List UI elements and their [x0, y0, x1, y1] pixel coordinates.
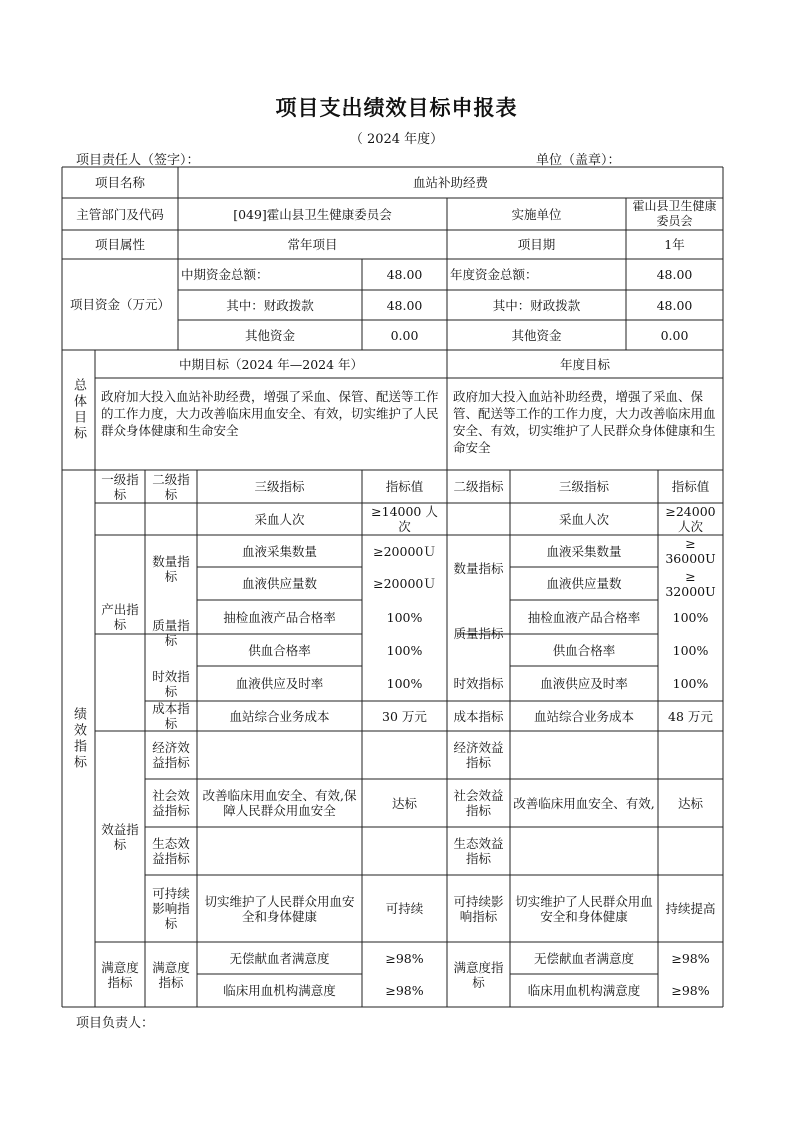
indicator-name-mid: 抽检血液产品合格率 — [223, 609, 336, 625]
h-level3-mid: 三级指标 — [254, 479, 305, 494]
annual-other-label: 其他资金 — [511, 327, 562, 343]
indicator-name-mid: 临床用血机构满意度 — [223, 983, 336, 998]
indicator-name-mid: 供血合格率 — [248, 642, 311, 658]
indicator-value-ann: 持续提高 — [665, 901, 716, 916]
indicator-name-mid: 血站综合业务成本 — [229, 708, 330, 724]
indicator-name-ann: 供血合格率 — [552, 642, 616, 658]
h-level2-mid: 二级指标 — [152, 471, 190, 502]
indicator-name-ann: 血液采集数量 — [546, 543, 622, 559]
indicator-name-mid: 采血人次 — [254, 511, 305, 527]
responsible-signature-label: 项目责任人（签字）： — [76, 153, 200, 168]
annual-fiscal-value: 48.00 — [656, 297, 693, 313]
impl-unit-label: 实施单位 — [511, 206, 562, 222]
project-leader-label: 项目负责人： — [76, 1016, 155, 1031]
impl-unit-value: 霍山县卫生健康委员会 — [632, 199, 717, 228]
quality-label-mid: 质量指标 — [152, 618, 190, 648]
unit-seal-label: 单位（盖章）： — [536, 153, 621, 168]
satis-label-ann: 满意度指标 — [453, 959, 504, 990]
cost-label-mid: 成本指标 — [152, 701, 190, 731]
mid-goal-header: 中期目标（2024 年—2024 年） — [178, 356, 364, 372]
indicator-value-ann: ≥ 36000U — [665, 536, 716, 566]
indicator-value-mid: ≥20000Ｕ — [373, 576, 436, 591]
annual-total-value: 48.00 — [656, 267, 693, 282]
indicator-name-ann: 血液供应及时率 — [540, 676, 628, 691]
indicator-value-ann: ≥24000 人次 — [665, 504, 716, 534]
indicator-value-mid: ≥14000 人次 — [371, 504, 438, 534]
indicator-value-mid: 100% — [386, 642, 423, 658]
indicator-name-ann: 采血人次 — [558, 511, 609, 527]
indicator-name-mid: 改善临床用血安全、有效,保障人民群众用血安全 — [202, 788, 357, 818]
sustain-label-mid: 可持续影响指标 — [152, 886, 190, 931]
h-value-mid: 指标值 — [385, 479, 424, 494]
indicator-value-mid: 达标 — [391, 795, 417, 811]
annual-goal-text: 政府加大投入血站补助经费，增强了采血、保管、配送等工作的工作力度，大力改善临床用血安全、有效，切实维护了人民群众身体健康和生命安全 — [453, 389, 716, 455]
attr-value: 常年项目 — [287, 237, 338, 252]
indicator-value-ann: ≥98% — [671, 983, 710, 998]
timeliness-label-mid: 时效指标 — [152, 668, 190, 699]
indicator-value-ann: 100% — [672, 609, 709, 625]
eco-label-mid: 生态效益指标 — [152, 836, 190, 866]
timeliness-label-ann: 时效指标 — [453, 676, 504, 691]
quantity-label-mid: 数量指标 — [152, 553, 190, 584]
economic-label-mid: 经济效益指标 — [152, 740, 190, 770]
dept-label: 主管部门及代码 — [76, 206, 164, 222]
period-label: 项目期 — [517, 237, 556, 252]
other-label: 其他资金 — [244, 327, 295, 343]
indicator-name-ann: 无偿献血者满意度 — [533, 950, 634, 966]
satis-label-mid: 满意度指标 — [152, 959, 190, 990]
annual-other-value: 0.00 — [660, 327, 689, 343]
h-level3-ann: 三级指标 — [558, 479, 609, 494]
indicator-value-ann: 达标 — [677, 795, 703, 811]
indicator-value-mid: 100% — [386, 609, 423, 625]
quantity-label-ann: 数量指标 — [453, 561, 504, 576]
indicator-name-ann: 临床用血机构满意度 — [527, 983, 641, 998]
form-title: 项目支出绩效目标申报表 — [275, 96, 518, 120]
social-label-ann: 社会效益指标 — [453, 788, 504, 818]
cost-label-ann: 成本指标 — [453, 708, 504, 724]
indicator-name-mid: 血液采集数量 — [241, 543, 317, 559]
project-name-label: 项目名称 — [94, 175, 145, 190]
eco-label-ann: 生态效益指标 — [453, 836, 504, 866]
indicator-value-ann: 100% — [672, 676, 709, 691]
mid-fiscal-value: 48.00 — [386, 297, 423, 313]
year-line: （ 2024 年度） — [349, 132, 444, 147]
indicator-name-ann: 切实维护了人民群众用血安全和身体健康 — [515, 893, 653, 924]
indicator-name-mid: 切实维护了人民群众用血安全和身体健康 — [204, 893, 355, 924]
indicator-value-mid: 100% — [386, 676, 423, 691]
indicator-name-ann: 抽检血液产品合格率 — [527, 609, 641, 625]
dept-value: [049]霍山县卫生健康委员会 — [233, 206, 392, 222]
indicator-name-mid: 血液供应及时率 — [235, 676, 324, 691]
output-label: 产出指标 — [101, 602, 139, 632]
economic-label-ann: 经济效益指标 — [453, 740, 504, 770]
funds-label: 项目资金（万元） — [69, 297, 170, 312]
annual-fiscal-label: 其中：财政拨款 — [492, 297, 581, 313]
perf-label: 绩效指标 — [71, 706, 86, 771]
indicator-name-ann: 改善临床用血安全、有效, — [513, 795, 655, 811]
quality-label-ann: 质量指标 — [453, 625, 504, 641]
goals-label: 总体目标 — [71, 378, 86, 442]
indicator-name-ann: 血液供应量数 — [546, 576, 622, 591]
indicator-value-ann: 48 万元 — [668, 708, 713, 724]
indicator-value-mid: 可持续 — [385, 901, 424, 916]
benefit-label: 效益指标 — [101, 821, 139, 852]
satisfaction-label: 满意度指标 — [101, 959, 139, 990]
h-level1: 一级指标 — [101, 471, 139, 502]
indicator-name-mid: 血液供应量数 — [241, 576, 317, 591]
indicator-value-ann: ≥98% — [671, 950, 710, 966]
indicator-value-mid: ≥20000Ｕ — [373, 543, 436, 559]
indicator-value-mid: 30 万元 — [382, 708, 427, 724]
mid-other-value: 0.00 — [390, 327, 419, 343]
indicator-name-mid: 无偿献血者满意度 — [229, 950, 330, 966]
period-value: 1年 — [664, 237, 685, 252]
h-value-ann: 指标值 — [671, 479, 710, 494]
project-name: 血站补助经费 — [412, 175, 488, 190]
mid-total-label: 中期资金总额： — [181, 267, 269, 282]
annual-goal-header: 年度目标 — [559, 356, 610, 372]
indicator-value-mid: ≥98% — [385, 950, 424, 966]
indicator-value-ann: ≥ 32000U — [665, 568, 716, 599]
h-level2-ann: 二级指标 — [453, 479, 504, 494]
indicator-value-mid: ≥98% — [385, 983, 424, 998]
indicator-value-ann: 100% — [672, 642, 709, 658]
mid-goal-text: 政府加大投入血站补助经费，增强了采血、保管、配送等工作的工作力度，大力改善临床用血安全、有效，切实维护了人民群众身体健康和生命安全 — [101, 389, 439, 438]
social-label-mid: 社会效益指标 — [152, 788, 190, 818]
indicator-name-ann: 血站综合业务成本 — [533, 708, 634, 724]
attr-label: 项目属性 — [94, 237, 145, 252]
annual-total-label: 年度资金总额： — [450, 267, 538, 282]
mid-total-value: 48.00 — [386, 267, 423, 282]
sustain-label-ann: 可持续影响指标 — [453, 893, 504, 924]
fiscal-label: 其中：财政拨款 — [226, 297, 314, 313]
